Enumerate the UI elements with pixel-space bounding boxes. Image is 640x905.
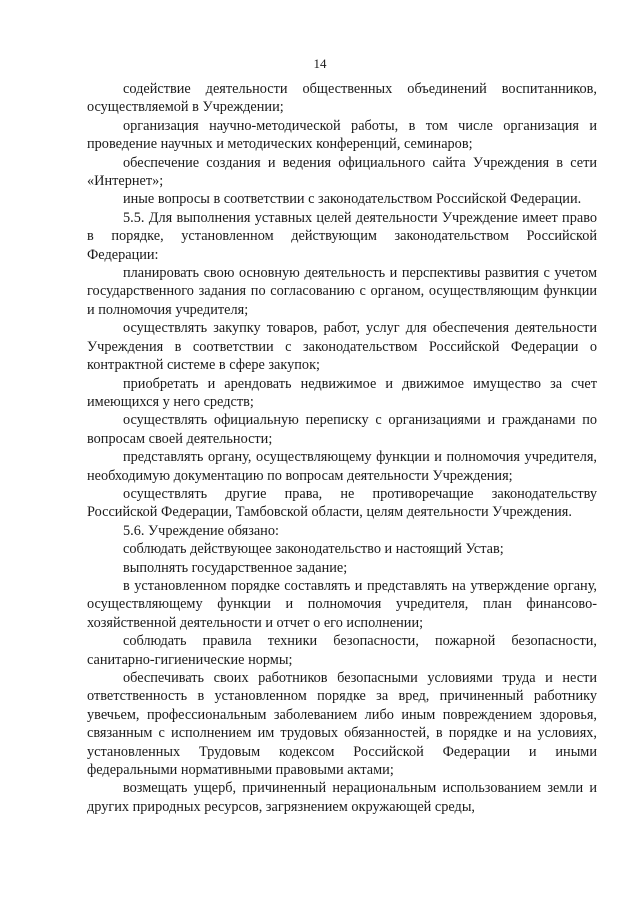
paragraph: иные вопросы в соответствии с законодательством Российской Федерации. bbox=[123, 191, 582, 208]
page-number: 14 bbox=[313, 56, 327, 71]
paragraph: выполнять государственное задание; bbox=[123, 559, 348, 576]
paragraph: содействие деятельности общественных объединений воспитанников, осуществляемой в Учреждении; bbox=[87, 81, 597, 116]
paragraph: обеспечивать своих работников безопасными условиями труда и нести ответственность в установленном порядке за вред, причиненный работнику увечьем, профессиональным заболеванием либо иным повреждением здоровья, связанным с исполнением им трудовых обязанностей, в порядке и на условиях, установленных Трудовым кодексом Российской Федерации и иными федеральными нормативными правовыми актами; bbox=[87, 670, 597, 779]
paragraph: представлять органу, осуществляющему функции и полномочия учредителя, необходимую документацию по вопросам деятельности Учреждения; bbox=[87, 449, 597, 484]
paragraph: приобретать и арендовать недвижимое и движимое имущество за счет имеющихся у него средств; bbox=[87, 375, 597, 410]
paragraph: возмещать ущерб, причиненный нерациональным использованием земли и других природных ресурсов, загрязнением окружающей среды, bbox=[87, 780, 597, 815]
paragraph-5-6: 5.6. Учреждение обязано: bbox=[123, 522, 279, 539]
paragraph: осуществлять официальную переписку с организациями и гражданами по вопросам своей деятельности; bbox=[87, 412, 597, 447]
paragraph: планировать свою основную деятельность и перспективы развития с учетом государственного задания по согласованию с органом, осуществляющим функции и полномочия учредителя; bbox=[87, 265, 597, 318]
paragraph: организация научно-методической работы, в том числе организация и проведение научных и методических конференций, семинаров; bbox=[87, 117, 597, 153]
paragraph: осуществлять закупку товаров, работ, услуг для обеспечения деятельности Учреждения в соответствии с законодательством Российской Федерации о контрактной системе в сфере закупок; bbox=[87, 320, 597, 374]
paragraph-5-5: 5.5. Для выполнения уставных целей деятельности Учреждение имеет право в порядке, установленном действующим законодательством Российской Федерации: bbox=[87, 209, 597, 263]
paragraph: обеспечение создания и ведения официального сайта Учреждения в сети «Интернет»; bbox=[87, 154, 597, 190]
paragraph: соблюдать правила техники безопасности, пожарной безопасности, санитарно-гигиенические нормы; bbox=[87, 633, 597, 668]
paragraph: соблюдать действующее законодательство и настоящий Устав; bbox=[123, 541, 504, 558]
document-body bbox=[87, 80, 597, 816]
paragraph: в установленном порядке составлять и представлять на утверждение органу, осуществляющему функции и полномочия учредителя, план финансово-хозяйственной деятельности и отчет о его исполнении; bbox=[87, 577, 597, 631]
paragraph: осуществлять другие права, не противоречащие законодательству Российской Федерации, Тамбовской области, целям деятельности Учреждения. bbox=[87, 485, 597, 521]
